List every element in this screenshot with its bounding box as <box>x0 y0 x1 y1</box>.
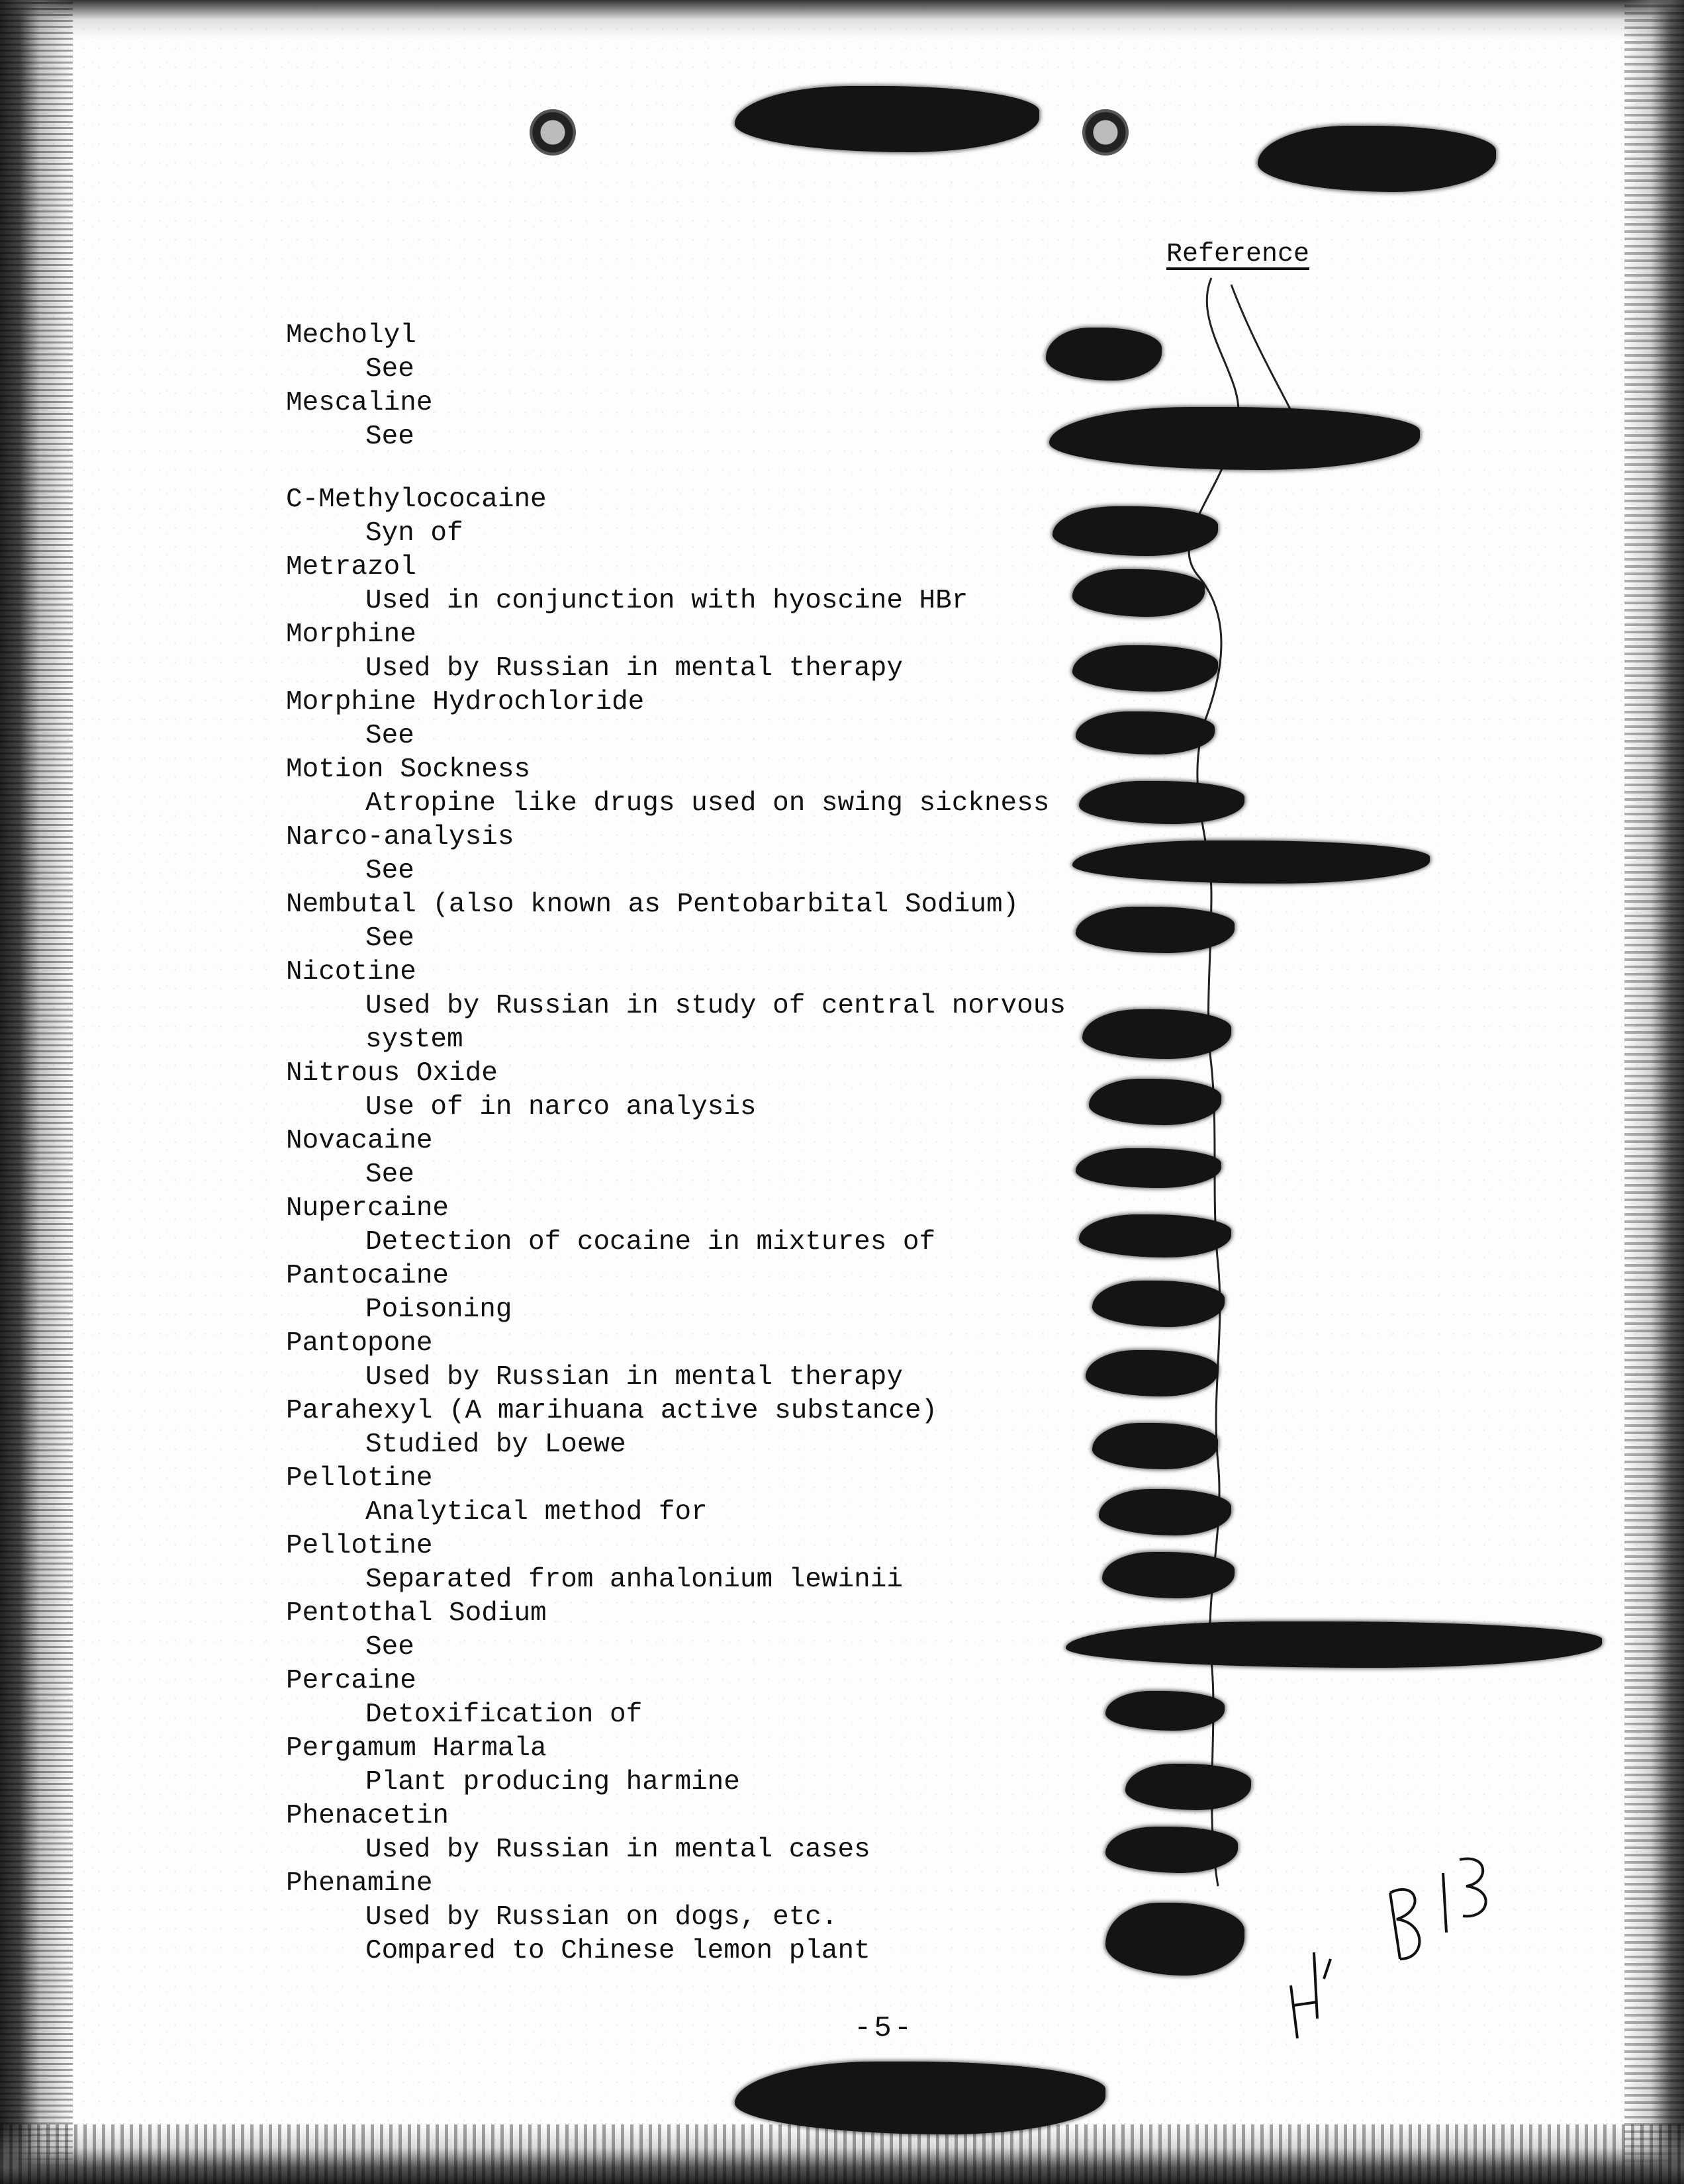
entry-term: Phenamine <box>286 1868 433 1899</box>
entry-description: See <box>365 856 414 886</box>
index-entry <box>286 753 1113 821</box>
redaction-header-right <box>1258 126 1496 192</box>
entry-term: Pergamum Harmala <box>286 1733 547 1764</box>
entry-term: Motion Sockness <box>286 754 531 785</box>
redaction-reference <box>1105 1691 1225 1731</box>
redaction-reference <box>1049 407 1420 470</box>
entry-description: Used by Russian in mental cases <box>365 1835 870 1865</box>
redaction-header-center <box>735 86 1039 152</box>
redaction-reference <box>1079 781 1244 824</box>
index-entry <box>286 888 1113 956</box>
index-entry <box>286 618 1113 686</box>
entry-term: Mecholyl <box>286 320 416 351</box>
entry-description: Used by Russian in mental therapy <box>365 653 903 684</box>
index-entry <box>286 483 1113 551</box>
scan-edge-left <box>0 0 73 2184</box>
entry-description: See <box>365 422 414 452</box>
entry-term: Pellotine <box>286 1531 433 1561</box>
entry-description-continued: system <box>365 1024 463 1055</box>
entry-term: Morphine Hydrochloride <box>286 687 645 717</box>
index-entry <box>286 319 1113 387</box>
redaction-reference <box>1105 1903 1244 1976</box>
entry-description: Use of in narco analysis <box>365 1092 757 1122</box>
redaction-reference <box>1086 1350 1218 1396</box>
entry-description-continued: Compared to Chinese lemon plant <box>365 1936 870 1966</box>
entry-term: Phenacetin <box>286 1801 449 1831</box>
punch-hole-right <box>1082 109 1129 156</box>
entry-term: Pellotine <box>286 1463 433 1494</box>
entry-term: Pentothal Sodium <box>286 1598 547 1629</box>
index-entry <box>286 956 1113 1057</box>
entry-description: See <box>365 1160 414 1190</box>
punch-hole-left <box>530 109 576 156</box>
entry-term: Nitrous Oxide <box>286 1058 498 1089</box>
index-entry <box>286 1799 1113 1867</box>
redaction-reference <box>1082 1009 1231 1059</box>
scan-edge-top <box>0 0 1684 40</box>
redaction-reference <box>1089 1079 1221 1125</box>
entry-term: Nicotine <box>286 957 416 987</box>
redaction-footer <box>735 2062 1105 2134</box>
redaction-reference <box>1105 1827 1238 1873</box>
entry-description: Poisoning <box>365 1295 512 1325</box>
scan-edge-right <box>1624 0 1684 2184</box>
redaction-reference <box>1066 1621 1602 1668</box>
redaction-reference <box>1079 1214 1231 1257</box>
redaction-reference <box>1102 1552 1235 1598</box>
redaction-reference <box>1092 1281 1225 1327</box>
entry-description: See <box>365 721 414 751</box>
index-entry <box>286 1732 1113 1799</box>
redaction-reference <box>1072 569 1205 617</box>
entry-description: Used in conjunction with hyoscine HBr <box>365 586 968 616</box>
index-entry <box>286 1394 1113 1462</box>
index-entry <box>286 1057 1113 1124</box>
redaction-reference <box>1099 1489 1231 1535</box>
index-entry <box>286 1867 1113 1968</box>
redaction-reference <box>1092 1423 1218 1469</box>
index-entry <box>286 1327 1113 1394</box>
entry-term: Pantopone <box>286 1328 433 1359</box>
page-number: -5- <box>854 2012 915 2045</box>
entry-term: Nembutal (also known as Pentobarbital Sodium) <box>286 889 1019 920</box>
index-entry <box>286 686 1113 753</box>
index-entry <box>286 1259 1113 1327</box>
entry-description: Used by Russian on dogs, etc. <box>365 1902 838 1933</box>
entry-description: Analytical method for <box>365 1497 708 1527</box>
handwritten-annotation <box>1278 1846 1503 2045</box>
index-entry <box>286 1529 1113 1597</box>
entry-term: Percaine <box>286 1666 416 1696</box>
entry-description: See <box>365 354 414 385</box>
redaction-reference <box>1076 711 1215 754</box>
entry-description: Plant producing harmine <box>365 1767 740 1797</box>
index-entry <box>286 1664 1113 1732</box>
entry-description: See <box>365 1632 414 1662</box>
entry-description: See <box>365 923 414 954</box>
entry-term: Mescaline <box>286 388 433 418</box>
entry-description: Detoxification of <box>365 1700 643 1730</box>
entry-term: C-Methylococaine <box>286 484 547 515</box>
index-entry <box>286 1597 1113 1664</box>
index-entry <box>286 1462 1113 1529</box>
redaction-reference <box>1125 1764 1251 1810</box>
entry-description: Atropine like drugs used on swing sickness <box>365 788 1050 819</box>
redaction-reference <box>1052 506 1218 556</box>
entry-description: Detection of cocaine in mixtures of <box>365 1227 936 1257</box>
redaction-reference <box>1072 841 1430 884</box>
entry-description: Syn of <box>365 518 463 549</box>
entry-term: Parahexyl (A marihuana active substance) <box>286 1396 938 1426</box>
index-entry <box>286 1124 1113 1192</box>
entry-description: Used by Russian in study of central norvous <box>365 991 1066 1021</box>
entry-term: Nupercaine <box>286 1193 449 1224</box>
scan-edge-bottom <box>0 2124 1684 2184</box>
entry-term: Narco-analysis <box>286 822 514 852</box>
reference-column-heading: Reference <box>1166 240 1310 269</box>
entry-term: Metrazol <box>286 552 416 582</box>
entry-term: Novacaine <box>286 1126 433 1156</box>
entry-description: Studied by Loewe <box>365 1430 626 1460</box>
entry-term: Pantocaine <box>286 1261 449 1291</box>
index-entry-list <box>286 319 1113 1968</box>
redaction-reference <box>1076 907 1235 953</box>
index-entry <box>286 551 1113 618</box>
index-entry <box>286 1192 1113 1259</box>
index-entry <box>286 821 1113 888</box>
redaction-reference <box>1076 1148 1221 1188</box>
entry-description: Used by Russian in mental therapy <box>365 1362 903 1392</box>
index-entry <box>286 387 1113 454</box>
entry-description: Separated from anhalonium lewinii <box>365 1565 903 1595</box>
redaction-reference <box>1072 645 1218 692</box>
redaction-reference <box>1046 328 1162 381</box>
entry-term: Morphine <box>286 619 416 650</box>
